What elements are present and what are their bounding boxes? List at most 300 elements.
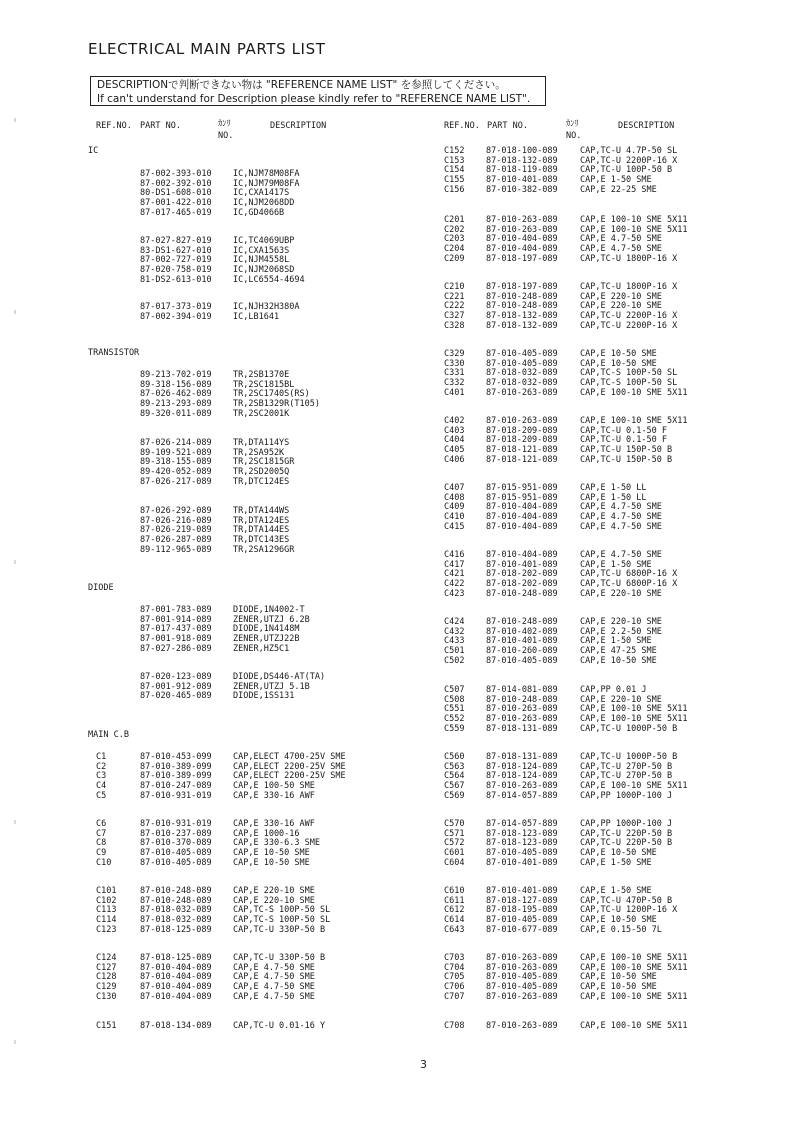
- part-no-cell: 87-001-783-089: [140, 605, 212, 615]
- ref-no-cell: C155: [444, 175, 465, 186]
- right-header-ref-no: REF.NO.: [444, 121, 480, 131]
- description-cell: TR,2SD2005Q: [233, 467, 290, 478]
- description-cell: TR,DTA144WS: [233, 506, 290, 516]
- part-no-cell: 87-018-195-089: [486, 905, 558, 916]
- description-cell: TR,2SA952K: [233, 447, 285, 458]
- part-no-cell: 89-320-011-089: [140, 408, 212, 419]
- description-cell: CAP,E 100-10 SME 5X11: [580, 962, 688, 973]
- part-no-cell: 87-010-404-089: [140, 962, 212, 973]
- part-no-cell: 87-027-286-089: [140, 643, 212, 654]
- ref-no-cell: C401: [444, 387, 465, 398]
- description-cell: CAP,E 10-50 SME: [580, 349, 657, 359]
- description-cell: CAP,TC-U 6800P-16 X: [580, 579, 678, 590]
- part-no-cell: 87-018-125-089: [140, 924, 212, 935]
- description-cell: IC,NJM79M08FA: [233, 178, 300, 189]
- part-no-cell: 87-002-727-019: [140, 255, 212, 266]
- part-no-cell: 87-026-219-089: [140, 525, 212, 536]
- ref-no-cell: C328: [444, 320, 465, 331]
- description-cell: CAP,E 100-10 SME 5X11: [580, 224, 688, 235]
- part-no-cell: 89-420-052-089: [140, 467, 212, 478]
- part-no-cell: 87-010-263-089: [486, 704, 558, 715]
- description-cell: TR,2SB1329R(T105): [233, 399, 320, 410]
- ref-no-cell: C127: [96, 962, 117, 973]
- right-header-kanri: ｶﾝﾘ: [566, 119, 579, 129]
- description-cell: CAP,E 100-10 SME 5X11: [580, 416, 688, 426]
- description-cell: CAP,E 100-10 SME 5X11: [580, 781, 688, 792]
- ref-no-cell: C508: [444, 694, 465, 705]
- description-cell: CAP,TC-U 2200P-16 X: [580, 320, 678, 331]
- ref-no-cell: C409: [444, 502, 465, 513]
- part-no-cell: 87-018-131-089: [486, 723, 558, 734]
- part-no-cell: 87-010-389-099: [140, 761, 212, 772]
- description-cell: CAP,E 4.7-50 SME: [233, 991, 315, 1002]
- description-cell: CAP,E 330-16 AWF: [233, 819, 315, 829]
- ref-no-cell: C9: [96, 848, 107, 859]
- ref-no-cell: C612: [444, 905, 465, 916]
- ref-no-cell: C102: [96, 895, 117, 906]
- ref-no-cell: C563: [444, 761, 465, 772]
- part-no-cell: 87-018-127-089: [486, 895, 558, 906]
- ref-no-cell: C406: [444, 454, 465, 465]
- description-cell: CAP,E 100-10 SME 5X11: [580, 704, 688, 715]
- description-cell: CAP,E 220-10 SME: [580, 617, 662, 627]
- part-no-cell: 87-010-248-089: [140, 895, 212, 906]
- part-no-cell: 87-010-248-089: [486, 617, 558, 627]
- part-no-cell: 87-015-951-089: [486, 492, 558, 503]
- ref-no-cell: C407: [444, 483, 465, 493]
- description-cell: CAP,TC-S 100P-50 SL: [233, 915, 331, 926]
- right-header-part-no: PART NO.: [487, 121, 528, 131]
- right-header-description: DESCRIPTION: [618, 121, 675, 131]
- part-no-cell: 87-020-123-089: [140, 672, 212, 682]
- part-no-cell: 87-010-405-089: [486, 358, 558, 369]
- left-header-part-no: PART NO.: [140, 121, 181, 131]
- part-no-cell: 89-213-702-019: [140, 370, 212, 380]
- ref-no-cell: C405: [444, 445, 465, 456]
- part-no-cell: 87-010-405-089: [140, 848, 212, 859]
- part-no-cell: 87-018-202-089: [486, 569, 558, 580]
- description-cell: CAP,E 4.7-50 SME: [580, 521, 662, 532]
- description-cell: CAP,E 10-50 SME: [580, 848, 657, 859]
- part-no-cell: 87-020-465-089: [140, 691, 212, 702]
- ref-no-cell: C560: [444, 752, 465, 762]
- description-cell: TR,DTA144ES: [233, 525, 290, 536]
- description-cell: CAP,E 4.7-50 SME: [580, 550, 662, 560]
- part-no-cell: 87-018-123-089: [486, 828, 558, 839]
- ref-no-cell: C417: [444, 559, 465, 570]
- part-no-cell: 87-001-914-089: [140, 614, 212, 625]
- description-cell: CAP,E 100-10 SME 5X11: [580, 714, 688, 725]
- part-no-cell: 87-018-197-089: [486, 253, 558, 264]
- part-no-cell: 87-010-405-089: [140, 857, 212, 868]
- description-cell: TR,DTC124ES: [233, 476, 290, 487]
- ref-no-cell: C424: [444, 617, 465, 627]
- description-cell: CAP,E 1-50 LL: [580, 492, 647, 503]
- part-no-cell: 87-018-125-089: [140, 953, 212, 963]
- part-no-cell: 87-010-248-089: [486, 291, 558, 302]
- description-cell: CAP,TC-U 330P-50 B: [233, 953, 326, 963]
- ref-no-cell: C614: [444, 915, 465, 926]
- description-cell: IC,NJH32H380A: [233, 302, 300, 312]
- description-cell: DIODE,1SS131: [233, 691, 295, 702]
- ref-no-cell: C422: [444, 579, 465, 590]
- ref-no-cell: C707: [444, 991, 465, 1002]
- description-cell: CAP,E 1-50 SME: [580, 559, 652, 570]
- part-no-cell: 87-010-404-089: [486, 502, 558, 513]
- ref-no-cell: C210: [444, 282, 465, 292]
- description-cell: CAP,TC-U 2200P-16 X: [580, 311, 678, 322]
- part-no-cell: 87-010-263-089: [486, 991, 558, 1002]
- description-cell: ZENER,UTZJ22B: [233, 634, 300, 645]
- description-cell: CAP,E 10-50 SME: [580, 982, 657, 993]
- description-cell: CAP,E 4.7-50 SME: [233, 962, 315, 973]
- description-cell: CAP,TC-U 100P-50 B: [580, 165, 673, 176]
- description-cell: CAP,E 4.7-50 SME: [580, 502, 662, 513]
- description-cell: CAP,E 22-25 SME: [580, 184, 657, 195]
- description-cell: CAP,TC-U 1200P-16 X: [580, 905, 678, 916]
- ref-no-cell: C564: [444, 771, 465, 782]
- description-cell: ZENER,HZ5C1: [233, 643, 290, 654]
- ref-no-cell: C6: [96, 819, 107, 829]
- ref-no-cell: C432: [444, 626, 465, 637]
- description-cell: CAP,TC-S 100P-50 SL: [580, 368, 678, 379]
- ref-no-cell: C330: [444, 358, 465, 369]
- description-cell: CAP,E 100-50 SME: [233, 781, 315, 792]
- part-no-cell: 87-010-263-089: [486, 215, 558, 225]
- part-no-cell: 87-017-465-019: [140, 207, 212, 218]
- description-cell: ZENER,UTZJ 6.2B: [233, 614, 310, 625]
- ref-no-cell: C124: [96, 953, 117, 963]
- part-no-cell: 89-109-521-089: [140, 447, 212, 458]
- part-no-cell: 87-002-394-019: [140, 311, 212, 322]
- description-cell: CAP,E 220-10 SME: [233, 886, 315, 896]
- description-cell: CAP,E 100-10 SME 5X11: [580, 1021, 688, 1031]
- part-no-cell: 87-018-209-089: [486, 435, 558, 446]
- part-no-cell: 87-018-124-089: [486, 761, 558, 772]
- description-cell: CAP,E 1-50 SME: [580, 857, 652, 868]
- description-cell: CAP,TC-U 0.1-50 F: [580, 435, 667, 446]
- part-no-cell: 87-010-402-089: [486, 626, 558, 637]
- part-no-cell: 87-002-392-010: [140, 178, 212, 189]
- ref-no-cell: C152: [444, 146, 465, 156]
- part-no-cell: 80-DS1-608-010: [140, 188, 212, 199]
- description-cell: TR,2SA1296GR: [233, 544, 295, 555]
- part-no-cell: 87-010-263-089: [486, 224, 558, 235]
- description-cell: CAP,TC-U 270P-50 B: [580, 771, 673, 782]
- part-no-cell: 87-010-401-089: [486, 559, 558, 570]
- description-cell: CAP,TC-U 1800P-16 X: [580, 282, 678, 292]
- description-cell: CAP,E 1-50 LL: [580, 483, 647, 493]
- description-cell: CAP,ELECT 2200-25V SME: [233, 761, 346, 772]
- ref-no-cell: C7: [96, 828, 107, 839]
- part-no-cell: 87-010-401-089: [486, 636, 558, 647]
- description-cell: IC,CXA1417S: [233, 188, 290, 199]
- description-cell: CAP,E 220-10 SME: [580, 291, 662, 302]
- description-cell: CAP,TC-U 1000P-50 B: [580, 723, 678, 734]
- part-no-cell: 87-010-404-089: [140, 982, 212, 993]
- ref-no-cell: C567: [444, 781, 465, 792]
- ref-no-cell: C601: [444, 848, 465, 859]
- description-cell: CAP,TC-U 220P-50 B: [580, 828, 673, 839]
- description-cell: CAP,E 2.2-50 SME: [580, 626, 662, 637]
- description-cell: CAP,E 220-10 SME: [580, 301, 662, 312]
- description-cell: IC,NJM2068DD: [233, 198, 295, 209]
- ref-no-cell: C706: [444, 982, 465, 993]
- part-no-cell: 87-010-404-089: [486, 512, 558, 523]
- notice-line-english: If can't understand for Description please kindly refer to "REFERENCE NAME LIST".: [97, 93, 531, 105]
- description-cell: DIODE,DS446-AT(TA): [233, 672, 326, 682]
- description-cell: CAP,TC-U 330P-50 B: [233, 924, 326, 935]
- part-no-cell: 87-010-405-089: [486, 915, 558, 926]
- part-no-cell: 87-010-247-089: [140, 781, 212, 792]
- ref-no-cell: C151: [96, 1021, 117, 1031]
- description-cell: CAP,E 220-10 SME: [580, 694, 662, 705]
- ref-no-cell: C552: [444, 714, 465, 725]
- part-no-cell: 87-010-263-089: [486, 962, 558, 973]
- part-no-cell: 87-014-081-089: [486, 685, 558, 695]
- part-no-cell: 87-010-931-019: [140, 819, 212, 829]
- ref-no-cell: C501: [444, 646, 465, 657]
- part-no-cell: 87-010-248-089: [486, 588, 558, 599]
- ref-no-cell: C705: [444, 972, 465, 983]
- part-no-cell: 87-010-263-089: [486, 781, 558, 792]
- part-no-cell: 87-017-373-019: [140, 302, 212, 312]
- ref-no-cell: C570: [444, 819, 465, 829]
- notice-box: [90, 76, 546, 106]
- ref-no-cell: C4: [96, 781, 107, 792]
- ref-no-cell: C2: [96, 761, 107, 772]
- binding-margin: [14, 0, 16, 1122]
- ref-no-cell: C10: [96, 857, 112, 868]
- description-cell: CAP,E 4.7-50 SME: [580, 512, 662, 523]
- part-no-cell: 87-018-123-089: [486, 838, 558, 849]
- part-no-cell: 87-018-202-089: [486, 579, 558, 590]
- description-cell: TR,2SC1740S(RS): [233, 389, 310, 400]
- ref-no-cell: C203: [444, 234, 465, 245]
- part-no-cell: 87-010-404-089: [140, 972, 212, 983]
- description-cell: CAP,TC-U 220P-50 B: [580, 838, 673, 849]
- part-no-cell: 87-010-389-099: [140, 771, 212, 782]
- part-no-cell: 87-018-131-089: [486, 752, 558, 762]
- ref-no-cell: C327: [444, 311, 465, 322]
- description-cell: CAP,TC-U 1800P-16 X: [580, 253, 678, 264]
- part-no-cell: 87-010-401-089: [486, 857, 558, 868]
- description-cell: TR,DTC143ES: [233, 535, 290, 546]
- ref-no-cell: C403: [444, 425, 465, 436]
- part-no-cell: 87-018-121-089: [486, 454, 558, 465]
- part-no-cell: 87-010-260-089: [486, 646, 558, 657]
- ref-no-cell: C8: [96, 838, 107, 849]
- description-cell: CAP,E 220-10 SME: [233, 895, 315, 906]
- part-no-cell: 87-026-217-089: [140, 476, 212, 487]
- description-cell: CAP,E 10-50 SME: [580, 972, 657, 983]
- ref-no-cell: C704: [444, 962, 465, 973]
- part-no-cell: 87-001-422-010: [140, 198, 212, 209]
- part-no-cell: 87-018-032-089: [486, 378, 558, 389]
- ref-no-cell: C204: [444, 244, 465, 255]
- description-cell: IC,LB1641: [233, 311, 280, 322]
- description-cell: CAP,E 4.7-50 SME: [580, 234, 662, 245]
- part-no-cell: 87-010-248-089: [486, 694, 558, 705]
- description-cell: CAP,TC-U 470P-50 B: [580, 895, 673, 906]
- ref-no-cell: C643: [444, 924, 465, 935]
- ref-no-cell: C101: [96, 886, 117, 896]
- part-no-cell: 87-010-404-089: [140, 991, 212, 1002]
- description-cell: CAP,E 10-50 SME: [233, 857, 310, 868]
- ref-no-cell: C156: [444, 184, 465, 195]
- description-cell: CAP,E 100-10 SME 5X11: [580, 215, 688, 225]
- part-no-cell: 87-001-912-089: [140, 681, 212, 692]
- part-no-cell: 87-002-393-010: [140, 169, 212, 179]
- left-header-kanri: ｶﾝﾘ: [218, 119, 231, 129]
- ref-no-cell: C123: [96, 924, 117, 935]
- ref-no-cell: C1: [96, 752, 107, 762]
- part-no-cell: 87-010-405-089: [486, 655, 558, 666]
- ref-no-cell: C408: [444, 492, 465, 503]
- ref-no-cell: C507: [444, 685, 465, 695]
- description-cell: CAP,TC-U 150P-50 B: [580, 445, 673, 456]
- part-no-cell: 87-010-401-089: [486, 886, 558, 896]
- description-cell: IC,NJM2068SD: [233, 265, 295, 276]
- ref-no-cell: C571: [444, 828, 465, 839]
- ref-no-cell: C572: [444, 838, 465, 849]
- ref-no-cell: C404: [444, 435, 465, 446]
- part-no-cell: 87-010-263-089: [486, 714, 558, 725]
- ref-no-cell: C708: [444, 1021, 465, 1031]
- part-no-cell: 87-001-918-089: [140, 634, 212, 645]
- section-title: IC: [88, 146, 99, 156]
- part-no-cell: 87-010-677-089: [486, 924, 558, 935]
- left-header-kanri-no: NO.: [218, 131, 234, 141]
- description-cell: IC,TC4069UBP: [233, 236, 295, 246]
- description-cell: CAP,E 1-50 SME: [580, 636, 652, 647]
- ref-no-cell: C128: [96, 972, 117, 983]
- ref-no-cell: C329: [444, 349, 465, 359]
- description-cell: CAP,E 10-50 SME: [580, 358, 657, 369]
- description-cell: CAP,PP 1000P-100 J: [580, 819, 673, 829]
- part-no-cell: 87-018-132-089: [486, 320, 558, 331]
- part-no-cell: 87-018-032-089: [140, 915, 212, 926]
- part-no-cell: 89-213-293-089: [140, 399, 212, 410]
- part-no-cell: 87-010-248-089: [486, 301, 558, 312]
- description-cell: CAP,E 10-50 SME: [580, 915, 657, 926]
- part-no-cell: 87-010-263-089: [486, 953, 558, 963]
- ref-no-cell: C559: [444, 723, 465, 734]
- part-no-cell: 87-018-197-089: [486, 282, 558, 292]
- ref-no-cell: C153: [444, 155, 465, 166]
- ref-no-cell: C502: [444, 655, 465, 666]
- part-no-cell: 89-318-155-089: [140, 457, 212, 468]
- part-no-cell: 87-018-032-089: [486, 368, 558, 379]
- ref-no-cell: C332: [444, 378, 465, 389]
- part-no-cell: 89-112-965-089: [140, 544, 212, 555]
- part-no-cell: 87-015-951-089: [486, 483, 558, 493]
- part-no-cell: 87-018-100-089: [486, 146, 558, 156]
- part-no-cell: 87-014-057-889: [486, 819, 558, 829]
- description-cell: TR,DTA124ES: [233, 515, 290, 526]
- part-no-cell: 87-018-134-089: [140, 1021, 212, 1031]
- ref-no-cell: C221: [444, 291, 465, 302]
- description-cell: CAP,E 10-50 SME: [580, 655, 657, 666]
- ref-no-cell: C551: [444, 704, 465, 715]
- part-no-cell: 87-010-263-089: [486, 416, 558, 426]
- ref-no-cell: C114: [96, 915, 117, 926]
- part-no-cell: 81-DS2-613-010: [140, 274, 212, 285]
- part-no-cell: 87-010-263-089: [486, 1021, 558, 1031]
- notice-line-japanese: DESCRIPTIONで判断できない物は "REFERENCE NAME LIST" を参照してください。: [97, 79, 506, 91]
- part-no-cell: 87-018-032-089: [140, 905, 212, 916]
- description-cell: CAP,E 4.7-50 SME: [233, 972, 315, 983]
- ref-no-cell: C415: [444, 521, 465, 532]
- description-cell: CAP,TC-U 270P-50 B: [580, 761, 673, 772]
- left-header-description: DESCRIPTION: [270, 121, 327, 131]
- part-no-cell: 83-DS1-627-010: [140, 245, 212, 256]
- ref-no-cell: C402: [444, 416, 465, 426]
- ref-no-cell: C703: [444, 953, 465, 963]
- description-cell: CAP,TC-U 4.7P-50 SL: [580, 146, 678, 156]
- description-cell: CAP,TC-U 1000P-50 B: [580, 752, 678, 762]
- part-no-cell: 87-010-404-089: [486, 550, 558, 560]
- part-no-cell: 87-026-214-089: [140, 438, 212, 448]
- section-title: MAIN C.B: [88, 730, 129, 740]
- description-cell: CAP,E 100-10 SME 5X11: [580, 991, 688, 1002]
- description-cell: TR,2SC1815GR: [233, 457, 295, 468]
- description-cell: CAP,PP 0.01 J: [580, 685, 647, 695]
- ref-no-cell: C113: [96, 905, 117, 916]
- part-no-cell: 87-026-292-089: [140, 506, 212, 516]
- description-cell: CAP,E 1-50 SME: [580, 886, 652, 896]
- description-cell: IC,LC6554-4694: [233, 274, 305, 285]
- description-cell: CAP,PP 1000P-100 J: [580, 790, 673, 801]
- ref-no-cell: C569: [444, 790, 465, 801]
- part-no-cell: 87-018-132-089: [486, 311, 558, 322]
- description-cell: TR,2SB1370E: [233, 370, 290, 380]
- description-cell: IC,NJM78M08FA: [233, 169, 300, 179]
- ref-no-cell: C202: [444, 224, 465, 235]
- part-no-cell: 87-010-405-089: [486, 349, 558, 359]
- ref-no-cell: C416: [444, 550, 465, 560]
- part-no-cell: 87-017-437-089: [140, 624, 212, 635]
- ref-no-cell: C3: [96, 771, 107, 782]
- part-no-cell: 87-010-405-089: [486, 972, 558, 983]
- description-cell: CAP,ELECT 4700-25V SME: [233, 752, 346, 762]
- part-no-cell: 87-010-405-089: [486, 982, 558, 993]
- part-no-cell: 87-020-758-019: [140, 265, 212, 276]
- description-cell: CAP,E 10-50 SME: [233, 848, 310, 859]
- description-cell: CAP,E 4.7-50 SME: [233, 982, 315, 993]
- page-number: 3: [420, 1058, 427, 1071]
- ref-no-cell: C410: [444, 512, 465, 523]
- page-title: ELECTRICAL MAIN PARTS LIST: [88, 40, 326, 58]
- description-cell: CAP,TC-U 6800P-16 X: [580, 569, 678, 580]
- ref-no-cell: C130: [96, 991, 117, 1002]
- description-cell: CAP,E 220-10 SME: [580, 588, 662, 599]
- part-no-cell: 87-010-453-099: [140, 752, 212, 762]
- part-no-cell: 87-027-827-019: [140, 236, 212, 246]
- ref-no-cell: C129: [96, 982, 117, 993]
- part-no-cell: 87-010-382-089: [486, 184, 558, 195]
- description-cell: CAP,TC-U 0.01-16 Y: [233, 1021, 326, 1031]
- description-cell: CAP,E 1000-16: [233, 828, 300, 839]
- description-cell: CAP,E 100-10 SME 5X11: [580, 387, 688, 398]
- description-cell: CAP,TC-S 100P-50 SL: [233, 905, 331, 916]
- part-no-cell: 87-010-404-089: [486, 234, 558, 245]
- part-no-cell: 87-010-404-089: [486, 244, 558, 255]
- part-no-cell: 87-018-132-089: [486, 155, 558, 166]
- description-cell: IC,CXA1563S: [233, 245, 290, 256]
- ref-no-cell: C604: [444, 857, 465, 868]
- ref-no-cell: C423: [444, 588, 465, 599]
